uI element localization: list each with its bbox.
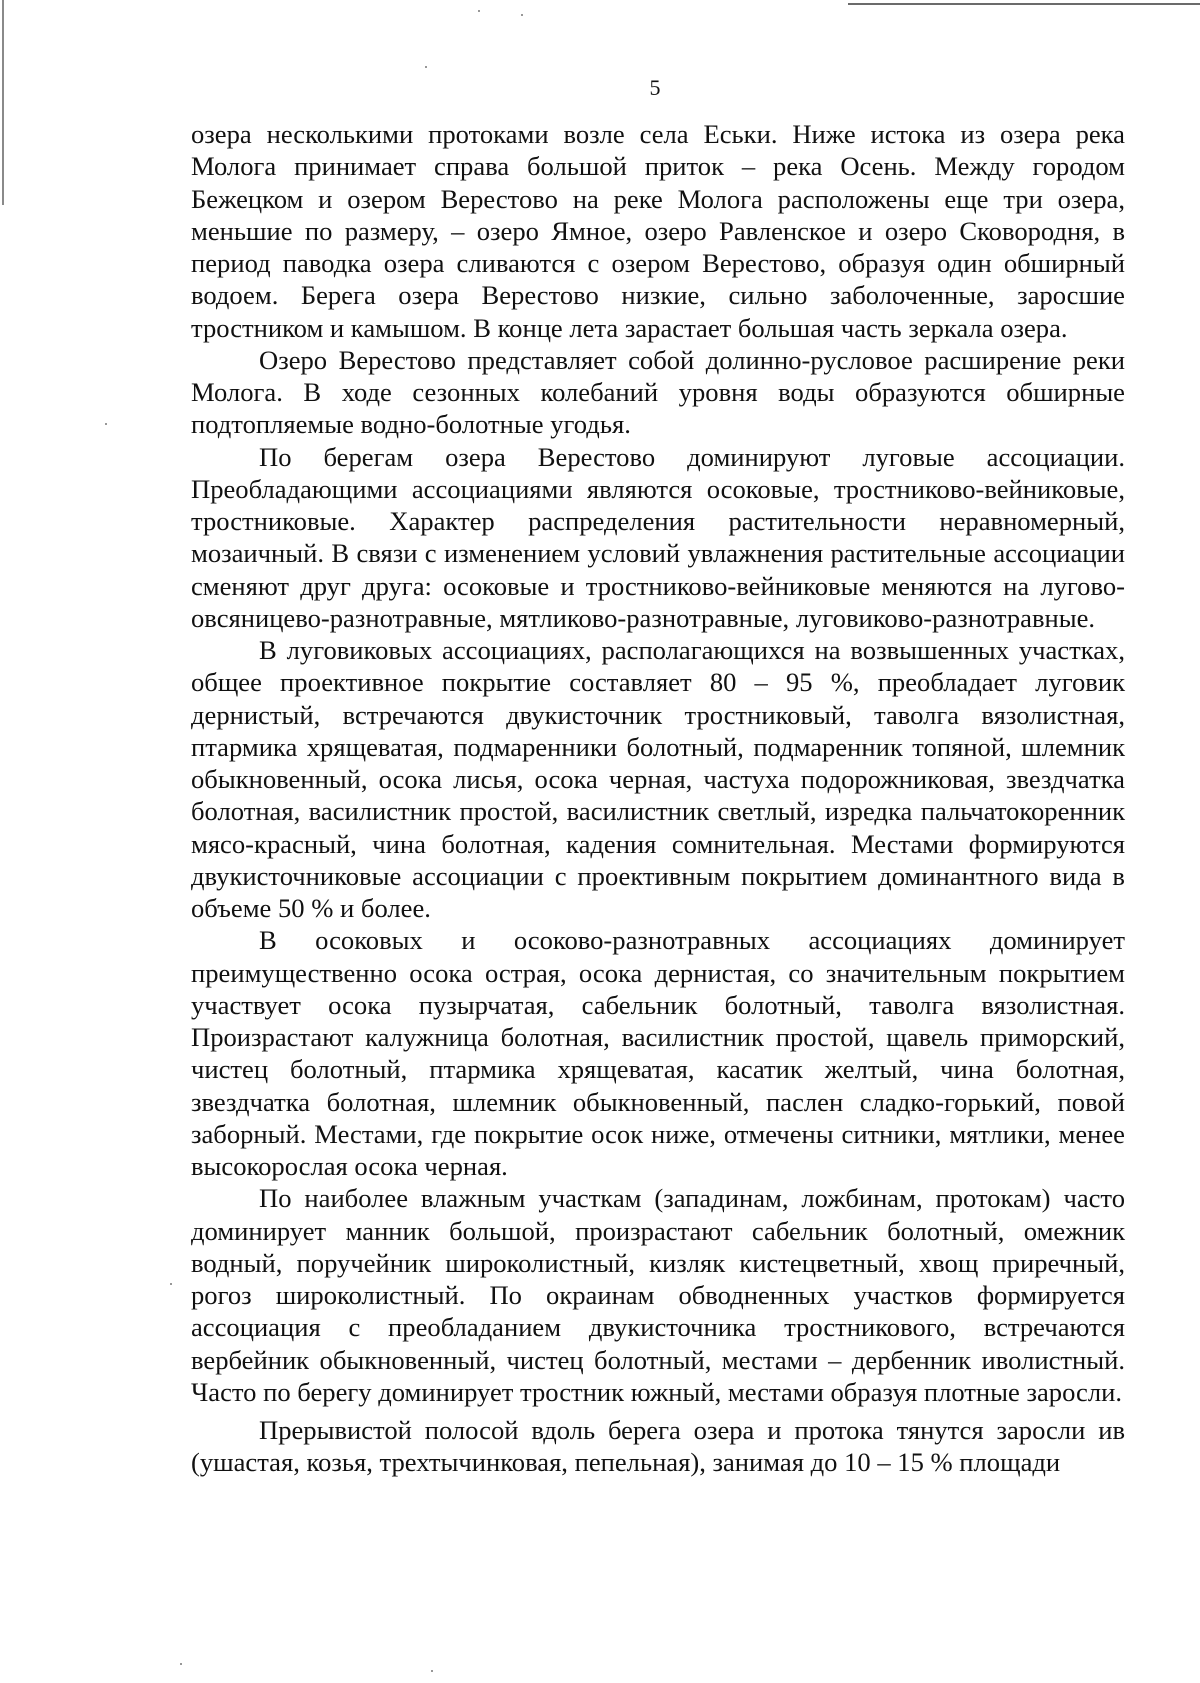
scan-speck — [425, 66, 427, 68]
paragraph: озера несколькими протоками возле села Еськи. Ниже истока из озера река Молога принимает справа большой приток – река Осень. Между городом Бежецком и озером Верестово на реке Молога расположены еще три озера, меньшие по размеру, – озеро Ямное, озеро Равленское и озеро Сковородня, в период паводка озера сливаются с озером Верестово, образуя один обширный водоем. Берега озера Верестово низкие, сильно заболоченные, заросшие тростником и камышом. В конце лета зарастает большая часть зеркала озера. — [191, 119, 1125, 343]
paragraph: В осоковых и осоково-разнотравных ассоциациях доминирует преимущественно осока острая, осока дернистая, со значительным покрытием участвует осока пузырчатая, сабельник болотный, таволга вязолистная. Произрастают калужница болотная, василистник простой, щавель приморский, чистец болотный, птармика хрящеватая, касатик желтый, чина болотная, звездчатка болотная, шлемник обыкновенный, паслен сладко-горький, повой заборный. Местами, где покрытие осок ниже, отмечены ситники, мятлики, менее высокорослая осока черная. — [191, 925, 1125, 1181]
scan-speck — [170, 1283, 172, 1285]
scan-speck — [478, 10, 480, 12]
paragraph: По наиболее влажным участкам (западинам, ложбинам, протокам) часто доминирует манник большой, произрастают сабельник болотный, омежник водный, поручейник широколистный, кизляк кистецветный, хвощ приречный, рогоз широколистный. По окраинам обводненных участков формируется ассоциация с преобладанием двукисточника тростникового, встречаются вербейник обыкновенный, чистец болотный, местами – дербенник иволистный. Часто по берегу доминирует тростник южный, местами образуя плотные заросли. — [191, 1183, 1125, 1407]
page-number: 5 — [649, 75, 661, 100]
scan-speck — [521, 14, 523, 16]
scan-artifact-line-top — [848, 3, 1200, 5]
paragraph: По берегам озера Верестово доминируют луговые ассоциации. Преобладающими ассоциациями являются осоковые, тростниково-вейниковые, тростниковые. Характер распределения растительности неравномерный, мозаичный. В связи с изменением условий увлажнения растительные ассоциации сменяют друг друга: осоковые и тростниково-вейниковые меняются на лугово-овсяницево-разнотравные, мятликово-разнотравные, луговиково-разнотравные. — [191, 441, 1125, 633]
scan-speck — [431, 1670, 433, 1672]
paragraph: В луговиковых ассоциациях, располагающихся на возвышенных участках, общее проективное покрытие составляет 80 – 95 %, преобладает луговик дернистый, встречаются двукисточник тростниковый, таволга вязолистная, птармика хрящеватая, подмаренники болотный, подмаренник топяной, шлемник обыкновенный, осока лисья, осока черная, частуха подорожниковая, звездчатка болотная, василистник простой, василистник светлый, изредка пальчатокоренник мясо-красный, чина болотная, кадения сомнительная. Местами формируются двукисточниковые ассоциации с проективным покрытием доминантного вида в объеме 50 % и более. — [191, 635, 1125, 923]
paragraph: Озеро Верестово представляет собой долинно-русловое расширение реки Молога. В ходе сезонных колебаний уровня воды образуются обширные подтопляемые водно-болотные угодья. — [191, 344, 1125, 440]
document-body — [191, 118, 1125, 1479]
scan-speck — [180, 1663, 182, 1665]
scan-speck — [105, 423, 107, 425]
paragraph: Прерывистой полосой вдоль берега озера и протока тянутся заросли ив (ушастая, козья, трехтычинковая, пепельная), занимая до 10 – 15 % площади — [191, 1415, 1125, 1478]
scan-artifact-line-left — [2, 0, 4, 205]
